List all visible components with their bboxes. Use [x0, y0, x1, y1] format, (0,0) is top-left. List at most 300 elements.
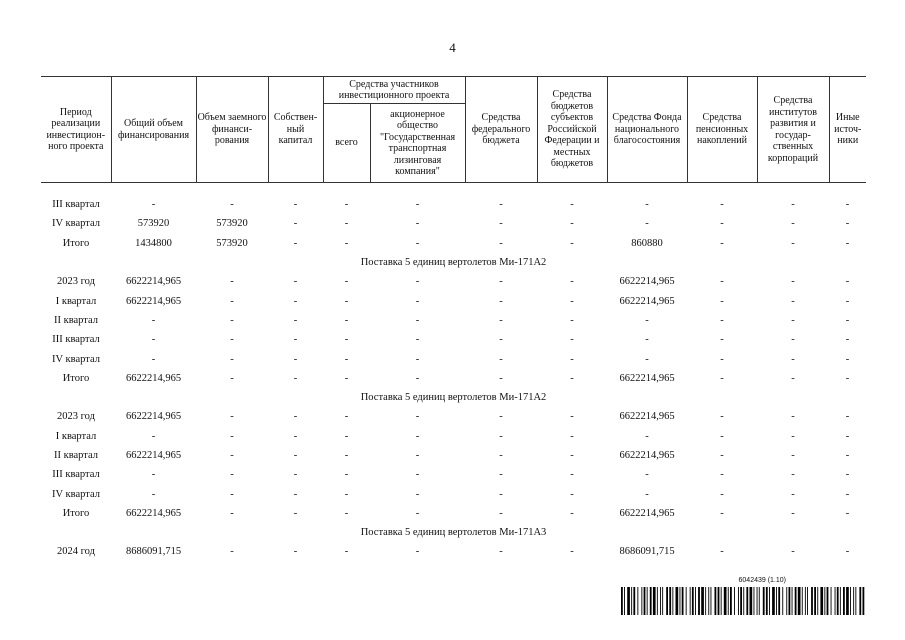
- barcode-bar: [641, 587, 642, 615]
- table-cell: -: [499, 276, 503, 288]
- table-cell: -: [344, 430, 349, 442]
- table-cell: -: [845, 507, 850, 519]
- barcode-bar: [846, 587, 849, 615]
- table-cell: -: [791, 218, 795, 230]
- table-cell: -: [415, 430, 420, 442]
- table-cell: -: [570, 546, 574, 558]
- table-cell: -: [791, 488, 795, 500]
- barcode-bar: [633, 587, 635, 615]
- header-nwf: Средства Фонда национального благосостояния: [607, 77, 687, 183]
- table-cell: -: [151, 334, 156, 346]
- barcode-bar: [698, 587, 700, 615]
- table-cell: -: [720, 507, 724, 519]
- barcode-bar: [778, 587, 780, 615]
- table-row: [41, 311, 866, 330]
- header-total: Общий объем финансирования: [111, 77, 196, 183]
- row-period: Итого: [62, 237, 90, 249]
- table-cell: -: [230, 488, 234, 500]
- table-cell: -: [845, 488, 850, 500]
- table-cell: -: [791, 411, 795, 423]
- table-cell: -: [845, 218, 850, 230]
- table-row: [41, 446, 866, 465]
- table-cell: -: [230, 372, 234, 384]
- table-cell: -: [845, 353, 850, 365]
- table-cell: -: [645, 430, 649, 442]
- table-cell: -: [230, 546, 234, 558]
- barcode-bar: [740, 587, 742, 615]
- table-cell: -: [720, 237, 724, 249]
- table-cell: -: [230, 276, 234, 288]
- table-cell: -: [293, 295, 298, 307]
- barcode-bar: [807, 587, 808, 615]
- barcode-bar: [772, 587, 775, 615]
- table-cell: 6622214,965: [619, 276, 675, 288]
- table-cell: -: [230, 314, 234, 326]
- barcode-bar: [820, 587, 823, 615]
- table-cell: 573920: [137, 218, 170, 230]
- barcode-bar: [754, 587, 755, 615]
- table-cell: -: [720, 469, 724, 481]
- table-row: [41, 214, 866, 233]
- table-cell: 860880: [631, 237, 663, 249]
- table-cell: -: [791, 372, 795, 384]
- table-cell: -: [230, 353, 234, 365]
- table-cell: -: [344, 411, 349, 423]
- table-cell: 6622214,965: [125, 507, 182, 519]
- table-cell: -: [344, 507, 349, 519]
- barcode-bar: [715, 587, 717, 615]
- barcode-bar: [666, 587, 668, 615]
- table-cell: 6622214,965: [125, 276, 182, 288]
- table-cell: -: [415, 411, 420, 423]
- barcode-image: [621, 587, 866, 615]
- table-cell: -: [230, 450, 234, 461]
- barcode-block: [621, 577, 866, 615]
- table-cell: -: [151, 199, 156, 211]
- table-cell: -: [293, 507, 298, 519]
- table-cell: -: [570, 314, 574, 326]
- header-federal: Средства федерального бюджета: [465, 77, 537, 183]
- table-cell: -: [499, 411, 503, 423]
- table-cell: -: [293, 218, 298, 230]
- barcode-bar: [676, 587, 679, 615]
- table-cell: -: [645, 199, 649, 211]
- barcode-bar: [711, 587, 712, 615]
- header-participants: Средства участников инвестиционного проекта: [323, 77, 465, 104]
- section-row: [41, 523, 866, 542]
- table-cell: -: [499, 469, 503, 481]
- page-number: 4: [449, 40, 456, 55]
- table-cell: -: [845, 411, 850, 423]
- barcode-bar: [705, 587, 706, 615]
- table-cell: -: [344, 334, 349, 346]
- table-cell: -: [415, 218, 420, 230]
- financing-table-wrapper: [41, 76, 866, 562]
- table-cell: -: [293, 372, 298, 384]
- table-cell: -: [499, 507, 503, 519]
- table-cell: -: [293, 199, 298, 211]
- barcode-bar: [738, 587, 739, 615]
- table-row: [41, 369, 866, 388]
- table-cell: -: [499, 430, 503, 442]
- barcode-bar: [621, 587, 623, 615]
- table-cell: -: [791, 276, 795, 288]
- table-cell: -: [415, 353, 420, 365]
- barcode-bar: [802, 587, 803, 615]
- table-cell: -: [845, 334, 850, 346]
- header-participants-ao: акционерное общество "Государственная транспортная лизинговая компания": [370, 104, 465, 183]
- table-cell: -: [645, 469, 649, 481]
- table-row: [41, 195, 866, 214]
- barcode-bar: [682, 587, 684, 615]
- section-title: Поставка 5 единиц вертолетов Ми-171А2: [360, 257, 547, 269]
- barcode-bar: [759, 587, 760, 615]
- barcode-bar: [692, 587, 694, 615]
- row-period: III квартал: [52, 199, 100, 211]
- spacer-row: [41, 183, 866, 196]
- table-cell: -: [499, 295, 503, 307]
- header-institutes: Средства институтов развития и государ-ственных корпораций: [757, 77, 829, 183]
- barcode-bar: [782, 587, 783, 615]
- barcode-bar: [843, 587, 845, 615]
- table-cell: -: [293, 469, 298, 481]
- barcode-bar: [647, 587, 648, 615]
- table-row: [41, 407, 866, 426]
- barcode-bar: [627, 587, 630, 615]
- barcode-bar: [840, 587, 841, 615]
- table-cell: -: [791, 353, 795, 365]
- table-cell: -: [791, 334, 795, 346]
- barcode-bar: [660, 587, 661, 615]
- table-cell: -: [344, 218, 349, 230]
- table-cell: -: [230, 469, 234, 481]
- barcode-bar: [637, 587, 638, 615]
- table-cell: -: [570, 488, 574, 500]
- table-cell: -: [791, 546, 795, 558]
- row-period: 2023 год: [57, 276, 95, 288]
- table-cell: -: [344, 546, 349, 558]
- section-row: [41, 388, 866, 407]
- barcode-bar: [644, 587, 646, 615]
- table-cell: -: [499, 199, 503, 211]
- table-cell: -: [293, 334, 298, 346]
- barcode-bar: [695, 587, 696, 615]
- header-equity: Собствен-ный капитал: [268, 77, 323, 183]
- barcode-bar: [690, 587, 691, 615]
- table-cell: -: [791, 430, 795, 442]
- section-title: Поставка 5 единиц вертолетов Ми-171А2: [360, 392, 547, 404]
- header-pension: Средства пенсионных накоплений: [687, 77, 757, 183]
- table-cell: -: [499, 546, 503, 558]
- table-cell: -: [415, 276, 420, 288]
- table-cell: -: [230, 199, 234, 211]
- table-cell: -: [845, 237, 850, 249]
- barcode-bar: [686, 587, 687, 615]
- barcode-bar: [757, 587, 758, 615]
- table-cell: -: [230, 334, 234, 346]
- table-cell: -: [151, 488, 156, 500]
- table-cell: -: [845, 276, 850, 288]
- table-cell: -: [293, 237, 298, 249]
- table-cell: -: [499, 218, 503, 230]
- table-cell: -: [791, 314, 795, 326]
- table-cell: -: [720, 199, 724, 211]
- table-cell: -: [415, 469, 420, 481]
- table-cell: -: [570, 450, 574, 461]
- row-period: 2024 год: [57, 546, 95, 558]
- table-cell: -: [151, 430, 156, 442]
- table-cell: -: [293, 353, 298, 365]
- table-row: [41, 542, 866, 561]
- table-cell: -: [499, 334, 503, 346]
- table-cell: -: [845, 199, 850, 211]
- barcode-bar: [792, 587, 793, 615]
- table-cell: -: [720, 314, 724, 326]
- table-cell: 8686091,715: [619, 546, 675, 558]
- section-row: [41, 253, 866, 272]
- table-cell: -: [499, 237, 503, 249]
- table-row: [41, 484, 866, 503]
- barcode-bar: [718, 587, 720, 615]
- table-cell: -: [230, 507, 234, 519]
- table-cell: -: [415, 237, 420, 249]
- table-cell: -: [415, 488, 420, 500]
- table-row: [41, 427, 866, 446]
- row-period: I квартал: [55, 430, 97, 442]
- table-cell: -: [720, 430, 724, 442]
- barcode-bar: [863, 587, 865, 615]
- barcode-bar: [795, 587, 797, 615]
- table-cell: -: [344, 372, 349, 384]
- table-cell: -: [845, 450, 850, 461]
- barcode-bar: [827, 587, 829, 615]
- table-cell: -: [720, 218, 724, 230]
- barcode-bar: [831, 587, 832, 615]
- table-cell: -: [499, 488, 503, 500]
- table-cell: -: [293, 488, 298, 500]
- barcode-bar: [798, 587, 801, 615]
- table-cell: -: [344, 450, 349, 461]
- barcode-bar: [662, 587, 663, 615]
- table-cell: -: [344, 276, 349, 288]
- table-cell: -: [415, 295, 420, 307]
- barcode-bar: [701, 587, 704, 615]
- row-period: III квартал: [52, 334, 100, 346]
- table-cell: -: [845, 469, 850, 481]
- table-cell: -: [720, 334, 724, 346]
- table-cell: -: [570, 237, 574, 249]
- table-cell: -: [570, 353, 574, 365]
- barcode-bar: [817, 587, 818, 615]
- table-cell: -: [415, 199, 420, 211]
- barcode-bar: [750, 587, 753, 615]
- barcode-bar: [769, 587, 770, 615]
- table-cell: -: [344, 199, 349, 211]
- table-cell: -: [791, 199, 795, 211]
- row-period: III квартал: [52, 469, 100, 481]
- table-cell: -: [791, 469, 795, 481]
- table-cell: -: [720, 488, 724, 500]
- table-cell: -: [230, 430, 234, 442]
- table-cell: 6622214,965: [125, 295, 182, 307]
- barcode-bar: [789, 587, 791, 615]
- table-cell: -: [720, 450, 724, 461]
- table-cell: -: [645, 353, 649, 365]
- table-row: [41, 465, 866, 484]
- barcode-bar: [669, 587, 671, 615]
- table-cell: -: [570, 430, 574, 442]
- barcode-bar: [730, 587, 732, 615]
- barcode-bar: [811, 587, 813, 615]
- table-cell: 6622214,965: [619, 295, 675, 307]
- table-cell: -: [570, 507, 574, 519]
- table-cell: -: [344, 295, 349, 307]
- row-period: I квартал: [55, 295, 97, 307]
- table-header: [41, 77, 866, 183]
- barcode-bar: [708, 587, 709, 615]
- barcode-bar: [650, 587, 652, 615]
- table-cell: 6622214,965: [125, 372, 182, 384]
- table-cell: -: [293, 411, 298, 423]
- table-cell: -: [499, 314, 503, 326]
- barcode-bar: [850, 587, 851, 615]
- table-cell: -: [499, 353, 503, 365]
- table-cell: -: [720, 353, 724, 365]
- table-cell: -: [415, 507, 420, 519]
- table-cell: -: [791, 507, 795, 519]
- table-cell: -: [344, 488, 349, 500]
- row-period: Итого: [62, 507, 90, 519]
- table-cell: -: [570, 218, 574, 230]
- barcode-bar: [786, 587, 787, 615]
- table-cell: -: [151, 469, 156, 481]
- table-cell: -: [645, 488, 649, 500]
- table-cell: -: [344, 353, 349, 365]
- barcode-bar: [859, 587, 861, 615]
- table-cell: 6622214,965: [619, 507, 675, 519]
- table-cell: -: [570, 199, 574, 211]
- table-cell: -: [230, 411, 234, 423]
- table-row: [41, 330, 866, 349]
- table-cell: -: [344, 237, 349, 249]
- table-cell: -: [570, 411, 574, 423]
- table-cell: -: [645, 314, 649, 326]
- barcode-bar: [824, 587, 825, 615]
- table-row: [41, 234, 866, 253]
- table-cell: 6622214,965: [125, 411, 182, 423]
- table-cell: -: [845, 372, 850, 384]
- barcode-bar: [835, 587, 836, 615]
- barcode-bar: [743, 587, 744, 615]
- row-period: II квартал: [53, 450, 99, 461]
- table-cell: -: [415, 546, 420, 558]
- table-cell: -: [570, 295, 574, 307]
- table-cell: -: [293, 314, 298, 326]
- table-cell: -: [499, 450, 503, 461]
- table-cell: -: [230, 295, 234, 307]
- table-cell: -: [791, 450, 795, 461]
- table-cell: -: [720, 411, 724, 423]
- table-row: [41, 291, 866, 310]
- table-cell: -: [791, 237, 795, 249]
- header-loan: Объем заемного финанси-рования: [196, 77, 268, 183]
- table-cell: -: [570, 276, 574, 288]
- barcode-bar: [766, 587, 768, 615]
- barcode-label: 6042439 (1.10): [738, 577, 786, 584]
- table-cell: -: [293, 546, 298, 558]
- table-cell: -: [791, 295, 795, 307]
- barcode-bar: [763, 587, 765, 615]
- table-row: [41, 504, 866, 523]
- table-cell: 6622214,965: [619, 450, 675, 461]
- table-cell: -: [645, 334, 649, 346]
- table-cell: -: [499, 372, 503, 384]
- barcode-bar: [728, 587, 729, 615]
- barcode-bar: [724, 587, 727, 615]
- table-cell: -: [720, 546, 724, 558]
- table-cell: -: [845, 430, 850, 442]
- header-regional: Средства бюджетов субъектов Российской Федерации и местных бюджетов: [537, 77, 607, 183]
- table-cell: -: [720, 295, 724, 307]
- table-cell: 8686091,715: [125, 546, 182, 558]
- header-period: Период реализации инвестицион-ного проекта: [41, 77, 111, 183]
- barcode-bar: [624, 587, 625, 615]
- table-body: [41, 183, 866, 562]
- table-cell: -: [720, 372, 724, 384]
- barcode-bar: [855, 587, 856, 615]
- row-period: 2023 год: [57, 411, 95, 423]
- table-cell: -: [151, 353, 156, 365]
- table-cell: 6622214,965: [619, 411, 675, 423]
- table-cell: -: [570, 334, 574, 346]
- table-cell: 573920: [216, 218, 248, 230]
- table-cell: -: [645, 218, 649, 230]
- financing-table: [41, 76, 866, 562]
- barcode-bar: [837, 587, 839, 615]
- table-cell: -: [415, 334, 420, 346]
- section-title: Поставка 5 единиц вертолетов Ми-171А3: [360, 527, 547, 539]
- barcode-bar: [734, 587, 735, 615]
- barcode-bar: [814, 587, 816, 615]
- barcode-bar: [631, 587, 632, 615]
- table-cell: -: [293, 430, 298, 442]
- table-cell: -: [570, 372, 574, 384]
- table-cell: 1434800: [135, 237, 172, 249]
- table-cell: -: [293, 450, 298, 461]
- barcode-bar: [776, 587, 777, 615]
- table-cell: 6622214,965: [619, 372, 675, 384]
- table-cell: -: [415, 372, 420, 384]
- barcode-bar: [680, 587, 681, 615]
- table-cell: -: [293, 276, 298, 288]
- row-period: IV квартал: [52, 353, 100, 365]
- table-cell: -: [344, 469, 349, 481]
- barcode-bar: [672, 587, 673, 615]
- table-cell: 6622214,965: [125, 450, 182, 461]
- barcode-bar: [721, 587, 722, 615]
- table-cell: -: [151, 314, 156, 326]
- barcode-bar: [653, 587, 656, 615]
- row-period: II квартал: [53, 314, 99, 326]
- table-cell: -: [845, 546, 850, 558]
- row-period: IV квартал: [52, 218, 100, 230]
- header-participants-all: всего: [323, 104, 370, 183]
- table-cell: -: [344, 314, 349, 326]
- table-cell: -: [570, 469, 574, 481]
- table-cell: -: [415, 450, 420, 461]
- table-cell: 573920: [216, 237, 248, 249]
- table-row: [41, 349, 866, 368]
